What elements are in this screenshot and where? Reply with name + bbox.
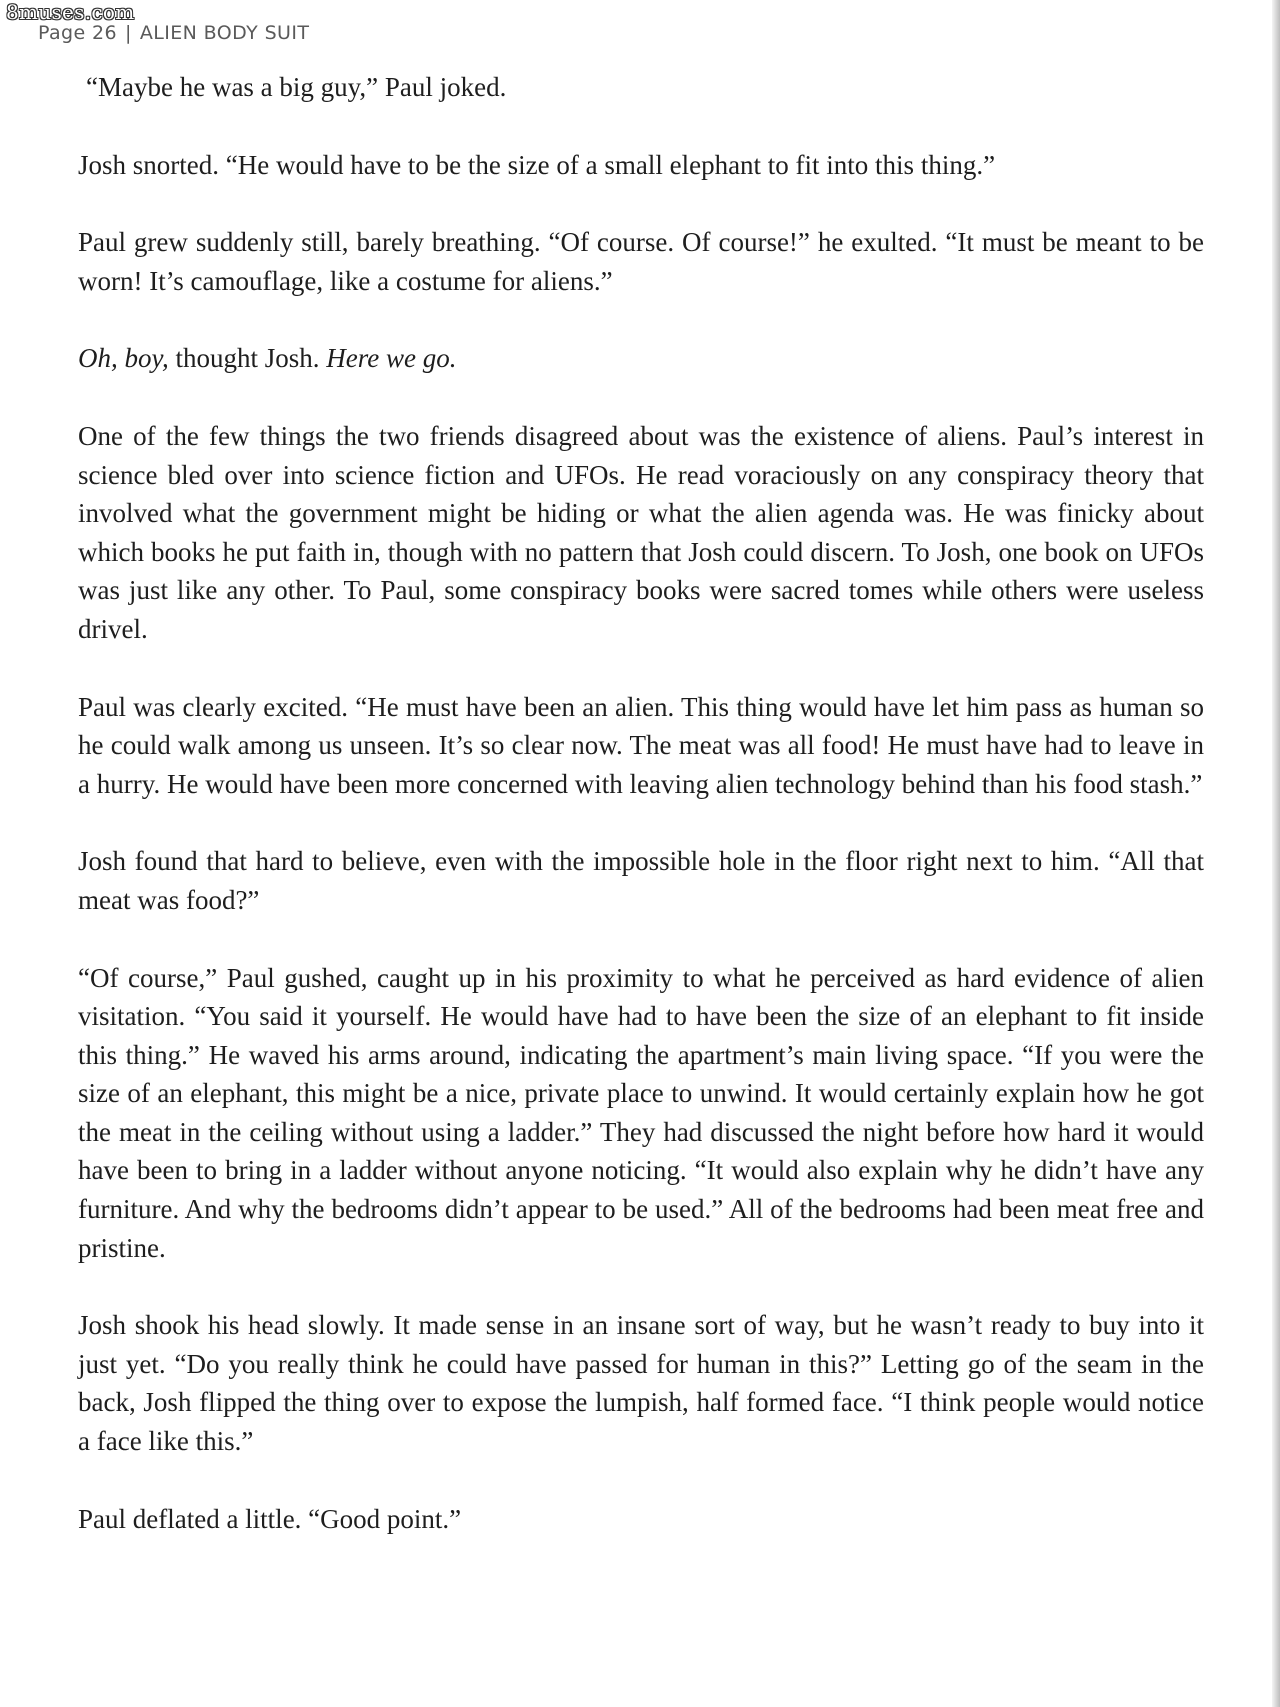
italic-thought: Here we go. bbox=[326, 343, 457, 374]
paragraph: Paul deflated a little. “Good point.” bbox=[78, 1503, 462, 1534]
page-number: Page 26 bbox=[38, 22, 118, 44]
thought-attribution: thought Josh. bbox=[168, 343, 327, 374]
paragraph: Paul was clearly excited. “He must have been an alien. This thing would have let him pass as human so he could walk among us unseen. It’s so clear now. The meat was all food! He must have had to leave in a hurry. He would have been more concerned with leaving alien technology behind than his food stash.” bbox=[78, 691, 1204, 799]
paragraph: “Of course,” Paul gushed, caught up in his proximity to what he perceived as hard evidence of alien visitation. “You said it yourself. He would have had to have been the size of an elephant to fit inside this thing.” He waved his arms around, indicating the apartment’s main living space. “If you were the size of an elephant, this might be a nice, private place to unwind. It would certainly explain how he got the meat in the ceiling without using a ladder.” They had discussed the night before how hard it would have been to bring in a ladder without anyone noticing. “It would also explain why he didn’t have any furniture. And why the bedrooms didn’t appear to be used.” All of the bedrooms had been meat free and pristine. bbox=[78, 962, 1204, 1263]
paragraph: Josh found that hard to believe, even with the impossible hole in the floor right next to him. “All that meat was food?” bbox=[78, 846, 1204, 915]
paragraph: One of the few things the two friends disagreed about was the existence of aliens. Paul’s interest in science bled over into science fiction and UFOs. He read voraciously on any conspiracy theory that involved what the government might be hiding or what the alien agenda was. He was finicky about which books he put faith in, though with no pattern that Josh could discern. To Josh, one book on UFOs was just like any other. To Paul, some conspiracy books were sacred tomes while others were useless drivel. bbox=[78, 420, 1204, 644]
running-header bbox=[38, 22, 309, 44]
thought-paragraph bbox=[78, 339, 1204, 378]
italic-thought: Oh, boy, bbox=[78, 343, 169, 374]
paragraph: Josh snorted. “He would have to be the size of a small elephant to fit into this thing.” bbox=[78, 149, 996, 180]
paragraph: Josh shook his head slowly. It made sense in an insane sort of way, but he wasn’t ready to buy into it just yet. “Do you really think he could have passed for human in this?” Letting go of the seam in the back, Josh flipped the thing over to expose the lumpish, half formed face. “I think people would notice a face like this.” bbox=[78, 1310, 1204, 1457]
page-edge-shadow bbox=[1272, 0, 1280, 1707]
watermark-logo: 8muses.com bbox=[6, 0, 135, 24]
paragraph: Paul grew suddenly still, barely breathing. “Of course. Of course!” he exulted. “It must be meant to be worn! It’s camouflage, like a costume for aliens.” bbox=[78, 227, 1204, 296]
book-title: ALIEN BODY SUIT bbox=[139, 22, 310, 44]
header-separator: | bbox=[125, 22, 132, 44]
body-text bbox=[78, 68, 1204, 1577]
paragraph: “Maybe he was a big guy,” Paul joked. bbox=[86, 72, 507, 102]
